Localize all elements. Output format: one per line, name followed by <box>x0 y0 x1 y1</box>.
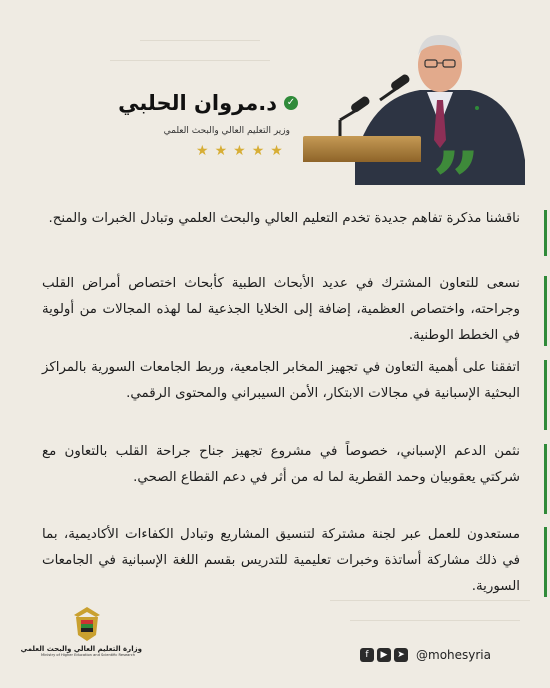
social-links <box>360 648 491 662</box>
speaker-name: د.مروان الحلبي <box>118 91 277 115</box>
paragraph-text: اتفقنا على أهمية التعاون في تجهيز المخابر الجامعية، وربط الجامعات السورية بالمراكز البحثية الإسبانية في مجالات الابتكار، الأمن السيبراني والمحتوى الرقمي. <box>42 360 520 401</box>
statement-paragraph <box>42 522 520 600</box>
paragraph-marker <box>544 444 547 514</box>
star-icon: ★ <box>270 143 283 159</box>
star-icon: ★ <box>196 143 209 159</box>
youtube-icon[interactable]: ▶ <box>377 648 391 662</box>
rating-stars <box>196 144 283 158</box>
paragraph-text: مستعدون للعمل عبر لجنة مشتركة لتنسيق المشاريع وتبادل الكفاءات الأكاديمية، بما في ذلك مشاركة أساتذة وخبرات تعليمية للتدريس بقسم اللغة الإسبانية في الجامعات السورية. <box>42 527 520 594</box>
ministry-emblem-icon <box>70 605 104 643</box>
paragraph-text: نسعى للتعاون المشترك في عديد الأبحاث الطبية كأبحاث اختصاص أمراض القلب وجراحته، واختصاص العظمية، إضافة إلى الخلايا الجذعية لما لهذه المجالات من أولوية في الخطط الوطنية. <box>42 276 520 343</box>
ministry-name-english: Ministry of Higher Education and Scientific Research <box>40 653 136 657</box>
telegram-icon[interactable]: ➤ <box>394 648 408 662</box>
statement-paragraph <box>42 206 520 232</box>
ministry-logo-text <box>20 645 142 657</box>
verified-icon: ✓ <box>284 96 298 110</box>
star-icon: ★ <box>251 143 265 159</box>
paragraph-marker <box>544 527 547 597</box>
star-icon: ★ <box>214 143 228 159</box>
statement-paragraph <box>42 355 520 407</box>
statement-paragraph <box>42 439 520 491</box>
paragraph-marker <box>544 210 547 256</box>
paragraph-marker <box>544 360 547 430</box>
paragraph-text: ناقشنا مذكرة تفاهم جديدة تخدم التعليم العالي والبحث العلمي وتبادل الخبرات والمنح. <box>48 211 520 226</box>
star-icon: ★ <box>233 143 246 159</box>
ministry-name-arabic: وزارة التعليم العالي والبحث العلمي <box>20 645 142 653</box>
facebook-icon[interactable]: f <box>360 648 374 662</box>
speaker-name-row <box>118 91 298 115</box>
paragraph-text: نثمن الدعم الإسباني، خصوصاً في مشروع تجهيز جناح جراحة القلب بالتعاون مع شركتي يعقوبيان وحمد القطرية لما له من أثر في دعم القطاع الصحي. <box>42 444 520 485</box>
quote-icon: ” <box>432 133 481 232</box>
speaker-title: وزير التعليم العالي والبحث العلمي <box>163 126 290 136</box>
statement-paragraph <box>42 271 520 349</box>
podium <box>303 136 421 162</box>
social-handle[interactable]: @mohesyria <box>416 648 491 662</box>
paragraph-marker <box>544 276 547 346</box>
